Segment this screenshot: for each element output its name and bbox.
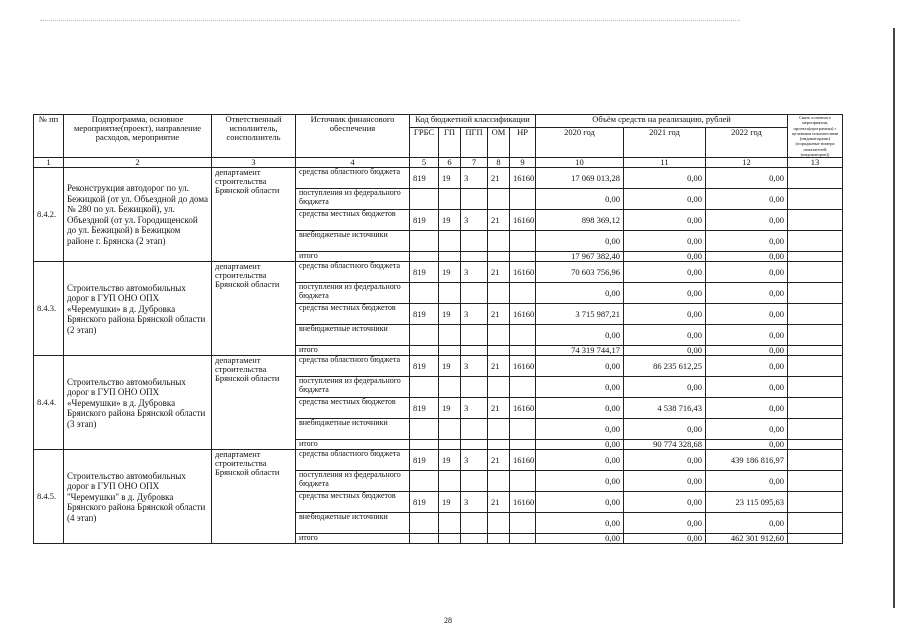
budget-code-cell <box>410 440 439 450</box>
col-num: 6 <box>439 158 461 168</box>
amount-2022: 0,00 <box>706 513 788 534</box>
budget-code-cell: 19 <box>439 168 461 189</box>
header-row-1 <box>34 115 843 128</box>
budget-code-cell: 19 <box>439 450 461 471</box>
budget-code-cell: 3 <box>461 262 488 283</box>
budget-code-cell: 16160 <box>510 262 536 283</box>
budget-code-cell <box>510 513 536 534</box>
header-link: Связь основного мероприятия, проекта(программы) с целевыми показателями (индикаторами) (порядковые номера показателей (индикаторов)) <box>788 115 843 158</box>
amount-2022: 0,00 <box>706 325 788 346</box>
budget-code-cell: 819 <box>410 304 439 325</box>
funding-source: поступления из федерального бюджета <box>296 377 410 398</box>
budget-code-cell <box>510 231 536 252</box>
budget-code-cell <box>488 377 510 398</box>
budget-code-cell <box>439 325 461 346</box>
budget-code-cell: 21 <box>488 168 510 189</box>
header-code-om: ОМ <box>488 127 510 158</box>
budget-code-cell <box>461 440 488 450</box>
section-name: Строительство автомобильных дорог в ГУП ОНО ОПХ «Черемушки» в д. Дубровка Брянского района Брянской области (2 этап) <box>64 262 212 356</box>
budget-code-cell: 19 <box>439 356 461 377</box>
amount-2021: 0,00 <box>624 419 706 440</box>
col-num: 12 <box>706 158 788 168</box>
budget-code-cell <box>488 325 510 346</box>
amount-2020: 0,00 <box>536 492 624 513</box>
amount-2021: 0,00 <box>624 513 706 534</box>
budget-code-cell <box>461 471 488 492</box>
indicator-link-cell <box>788 325 843 346</box>
indicator-link-cell <box>788 304 843 325</box>
amount-2020: 0,00 <box>536 356 624 377</box>
budget-code-cell: 16160 <box>510 450 536 471</box>
budget-code-cell <box>488 534 510 544</box>
header-year-2021: 2021 год <box>624 127 706 158</box>
budget-code-cell <box>410 283 439 304</box>
budget-code-cell: 819 <box>410 450 439 471</box>
amount-2020: 0,00 <box>536 283 624 304</box>
budget-code-cell <box>510 377 536 398</box>
section-executor: департамент строительства Брянской области <box>212 356 296 450</box>
amount-2020: 0,00 <box>536 189 624 210</box>
budget-code-cell: 16160 <box>510 210 536 231</box>
budget-code-cell: 19 <box>439 492 461 513</box>
funding-source: средства местных бюджетов <box>296 398 410 419</box>
budget-code-cell <box>488 283 510 304</box>
budget-code-cell <box>510 440 536 450</box>
header-code-pgp: ПГП <box>461 127 488 158</box>
indicator-link-cell <box>788 471 843 492</box>
budget-code-cell <box>488 419 510 440</box>
amount-2020: 0,00 <box>536 513 624 534</box>
section-number: 8.4.3. <box>34 262 64 356</box>
budget-code-cell <box>488 440 510 450</box>
amount-2020: 898 369,12 <box>536 210 624 231</box>
amount-2021: 0,00 <box>624 189 706 210</box>
budget-code-cell: 3 <box>461 398 488 419</box>
budget-code-cell <box>410 252 439 262</box>
table-row <box>34 450 843 471</box>
indicator-link-cell <box>788 210 843 231</box>
col-num: 1 <box>34 158 64 168</box>
budget-code-cell <box>410 534 439 544</box>
budget-code-cell <box>461 419 488 440</box>
page-number: 28 <box>444 616 452 625</box>
amount-2020: 74 319 744,17 <box>536 346 624 356</box>
amount-2021: 86 235 612,25 <box>624 356 706 377</box>
amount-2022: 0,00 <box>706 346 788 356</box>
section-executor: департамент строительства Брянской области <box>212 262 296 356</box>
amount-2022: 0,00 <box>706 168 788 189</box>
budget-code-cell: 3 <box>461 450 488 471</box>
indicator-link-cell <box>788 231 843 252</box>
budget-code-cell: 21 <box>488 262 510 283</box>
indicator-link-cell <box>788 356 843 377</box>
budget-code-cell <box>488 231 510 252</box>
budget-code-cell <box>461 346 488 356</box>
header-program: Подпрограмма, основное мероприятие(проект), направление расходов, мероприятие <box>64 115 212 158</box>
amount-2022: 0,00 <box>706 262 788 283</box>
header-volume: Объём средств на реализацию, рублей <box>536 115 788 128</box>
amount-2022: 0,00 <box>706 231 788 252</box>
budget-code-cell: 3 <box>461 492 488 513</box>
budget-code-cell <box>461 377 488 398</box>
indicator-link-cell <box>788 377 843 398</box>
amount-2021: 0,00 <box>624 325 706 346</box>
amount-2022: 0,00 <box>706 283 788 304</box>
budget-code-cell: 819 <box>410 398 439 419</box>
col-num: 13 <box>788 158 843 168</box>
amount-2021: 0,00 <box>624 377 706 398</box>
funding-source: итого <box>296 252 410 262</box>
budget-code-cell <box>510 283 536 304</box>
amount-2020: 17 967 382,40 <box>536 252 624 262</box>
indicator-link-cell <box>788 398 843 419</box>
budget-code-cell <box>461 325 488 346</box>
header-no: № пп <box>34 115 64 158</box>
column-number-row <box>34 158 843 168</box>
indicator-link-cell <box>788 283 843 304</box>
budget-code-cell <box>439 346 461 356</box>
budget-code-cell <box>461 231 488 252</box>
header-code-grbs: ГРБС <box>410 127 439 158</box>
funding-source: поступления из федерального бюджета <box>296 471 410 492</box>
budget-code-cell <box>488 471 510 492</box>
budget-table <box>33 114 843 544</box>
header-year-2022: 2022 год <box>706 127 788 158</box>
amount-2020: 0,00 <box>536 450 624 471</box>
funding-source: средства областного бюджета <box>296 262 410 283</box>
amount-2021: 0,00 <box>624 252 706 262</box>
funding-source: внебюджетные источники <box>296 419 410 440</box>
indicator-link-cell <box>788 440 843 450</box>
col-num: 3 <box>212 158 296 168</box>
budget-code-cell: 16160 <box>510 356 536 377</box>
budget-code-cell <box>439 377 461 398</box>
section-executor: департамент строительства Брянской области <box>212 450 296 544</box>
scan-artifact-line <box>40 20 740 22</box>
amount-2022: 0,00 <box>706 356 788 377</box>
amount-2022: 23 115 095,63 <box>706 492 788 513</box>
budget-code-cell: 819 <box>410 210 439 231</box>
indicator-link-cell <box>788 262 843 283</box>
amount-2020: 17 069 013,28 <box>536 168 624 189</box>
budget-code-cell: 21 <box>488 450 510 471</box>
section-number: 8.4.4. <box>34 356 64 450</box>
amount-2020: 3 715 987,21 <box>536 304 624 325</box>
section-executor: департамент строительства Брянской области <box>212 168 296 262</box>
budget-code-cell <box>410 513 439 534</box>
amount-2020: 0,00 <box>536 534 624 544</box>
indicator-link-cell <box>788 189 843 210</box>
amount-2021: 0,00 <box>624 450 706 471</box>
budget-code-cell <box>439 252 461 262</box>
funding-source: средства местных бюджетов <box>296 492 410 513</box>
amount-2021: 0,00 <box>624 471 706 492</box>
amount-2022: 0,00 <box>706 252 788 262</box>
amount-2020: 0,00 <box>536 325 624 346</box>
budget-code-cell <box>410 189 439 210</box>
budget-code-cell <box>510 189 536 210</box>
scan-edge-line <box>893 28 895 608</box>
section-name: Строительство автомобильных дорог в ГУП ОНО ОПХ "Черемушки" в д. Дубровка Брянского района Брянской области (4 этап) <box>64 450 212 544</box>
col-num: 10 <box>536 158 624 168</box>
table-row <box>34 262 843 283</box>
budget-code-cell: 21 <box>488 398 510 419</box>
amount-2022: 462 301 912,60 <box>706 534 788 544</box>
amount-2021: 0,00 <box>624 346 706 356</box>
budget-code-cell: 19 <box>439 210 461 231</box>
budget-code-cell <box>439 419 461 440</box>
indicator-link-cell <box>788 450 843 471</box>
budget-code-cell: 21 <box>488 210 510 231</box>
section-name: Строительство автомобильных дорог в ГУП ОНО ОПХ «Черемушки» в д. Дубровка Брянского района Брянской области (3 этап) <box>64 356 212 450</box>
amount-2022: 0,00 <box>706 440 788 450</box>
funding-source: поступления из федерального бюджета <box>296 189 410 210</box>
budget-code-cell: 16160 <box>510 168 536 189</box>
amount-2021: 0,00 <box>624 304 706 325</box>
amount-2021: 0,00 <box>624 210 706 231</box>
funding-source: внебюджетные источники <box>296 513 410 534</box>
budget-code-cell <box>510 325 536 346</box>
funding-source: итого <box>296 534 410 544</box>
amount-2021: 0,00 <box>624 262 706 283</box>
indicator-link-cell <box>788 168 843 189</box>
amount-2020: 0,00 <box>536 419 624 440</box>
budget-code-cell: 3 <box>461 168 488 189</box>
col-num: 8 <box>488 158 510 168</box>
budget-code-cell <box>439 189 461 210</box>
budget-code-cell <box>410 377 439 398</box>
funding-source: средства областного бюджета <box>296 356 410 377</box>
budget-code-cell <box>461 252 488 262</box>
amount-2020: 0,00 <box>536 398 624 419</box>
amount-2021: 0,00 <box>624 534 706 544</box>
amount-2021: 4 538 716,43 <box>624 398 706 419</box>
indicator-link-cell <box>788 346 843 356</box>
budget-code-cell <box>510 346 536 356</box>
budget-code-cell <box>410 471 439 492</box>
budget-code-cell <box>488 346 510 356</box>
amount-2022: 0,00 <box>706 377 788 398</box>
budget-code-cell <box>439 440 461 450</box>
budget-code-cell <box>510 534 536 544</box>
amount-2021: 0,00 <box>624 231 706 252</box>
amount-2022: 0,00 <box>706 471 788 492</box>
funding-source: средства областного бюджета <box>296 168 410 189</box>
budget-code-cell: 21 <box>488 492 510 513</box>
budget-code-cell <box>461 513 488 534</box>
budget-code-cell <box>439 283 461 304</box>
amount-2020: 70 603 756,96 <box>536 262 624 283</box>
budget-code-cell <box>410 325 439 346</box>
amount-2021: 0,00 <box>624 168 706 189</box>
amount-2020: 0,00 <box>536 231 624 252</box>
amount-2022: 0,00 <box>706 304 788 325</box>
budget-code-cell <box>439 513 461 534</box>
budget-code-cell: 819 <box>410 262 439 283</box>
funding-source: внебюджетные источники <box>296 231 410 252</box>
budget-code-cell <box>439 534 461 544</box>
budget-code-cell: 819 <box>410 492 439 513</box>
section-name: Реконструкция автодорог по ул. Бежицкой (от ул. Объездной до дома № 280 по ул. Бежицкой), ул. Объездной (от ул. Городищенской до ул. Бежицкой) в Бежицком районе г. Брянска (2 этап) <box>64 168 212 262</box>
budget-code-cell <box>461 189 488 210</box>
indicator-link-cell <box>788 419 843 440</box>
amount-2020: 0,00 <box>536 440 624 450</box>
budget-code-cell <box>488 189 510 210</box>
amount-2022: 439 186 816,97 <box>706 450 788 471</box>
table-row <box>34 356 843 377</box>
amount-2020: 0,00 <box>536 377 624 398</box>
budget-code-cell: 3 <box>461 304 488 325</box>
budget-code-cell <box>510 471 536 492</box>
indicator-link-cell <box>788 252 843 262</box>
budget-code-cell: 819 <box>410 356 439 377</box>
budget-code-cell: 16160 <box>510 492 536 513</box>
amount-2021: 90 774 328,68 <box>624 440 706 450</box>
budget-code-cell: 21 <box>488 304 510 325</box>
amount-2022: 0,00 <box>706 189 788 210</box>
budget-code-cell <box>461 534 488 544</box>
budget-code-cell <box>439 471 461 492</box>
funding-source: средства местных бюджетов <box>296 304 410 325</box>
indicator-link-cell <box>788 513 843 534</box>
col-num: 7 <box>461 158 488 168</box>
budget-code-cell: 819 <box>410 168 439 189</box>
col-num: 9 <box>510 158 536 168</box>
funding-source: средства областного бюджета <box>296 450 410 471</box>
section-number: 8.4.5. <box>34 450 64 544</box>
funding-source: итого <box>296 440 410 450</box>
amount-2022: 0,00 <box>706 398 788 419</box>
budget-code-cell <box>461 283 488 304</box>
header-year-2020: 2020 год <box>536 127 624 158</box>
amount-2021: 0,00 <box>624 492 706 513</box>
amount-2021: 0,00 <box>624 283 706 304</box>
budget-code-cell <box>410 419 439 440</box>
budget-code-cell: 19 <box>439 262 461 283</box>
table-row <box>34 168 843 189</box>
header-executor: Ответственный исполнитель, соисполнитель <box>212 115 296 158</box>
header-code-nr: НР <box>510 127 536 158</box>
budget-code-cell <box>410 346 439 356</box>
budget-code-cell: 3 <box>461 210 488 231</box>
header-code-gp: ГП <box>439 127 461 158</box>
funding-source: поступления из федерального бюджета <box>296 283 410 304</box>
budget-code-cell: 21 <box>488 356 510 377</box>
funding-source: средства местных бюджетов <box>296 210 410 231</box>
budget-code-cell <box>488 252 510 262</box>
col-num: 2 <box>64 158 212 168</box>
funding-source: итого <box>296 346 410 356</box>
budget-code-cell <box>410 231 439 252</box>
budget-code-cell: 19 <box>439 398 461 419</box>
amount-2020: 0,00 <box>536 471 624 492</box>
header-budget-code: Код бюджетной классификации <box>410 115 536 128</box>
col-num: 11 <box>624 158 706 168</box>
budget-code-cell <box>510 252 536 262</box>
amount-2022: 0,00 <box>706 419 788 440</box>
budget-code-cell <box>510 419 536 440</box>
funding-source: внебюджетные источники <box>296 325 410 346</box>
col-num: 4 <box>296 158 410 168</box>
budget-code-cell: 19 <box>439 304 461 325</box>
indicator-link-cell <box>788 534 843 544</box>
budget-code-cell: 3 <box>461 356 488 377</box>
col-num: 5 <box>410 158 439 168</box>
section-number: 8.4.2. <box>34 168 64 262</box>
amount-2022: 0,00 <box>706 210 788 231</box>
budget-code-cell: 16160 <box>510 304 536 325</box>
budget-code-cell <box>439 231 461 252</box>
budget-code-cell: 16160 <box>510 398 536 419</box>
indicator-link-cell <box>788 492 843 513</box>
header-source: Источник финансового обеспечения <box>296 115 410 158</box>
budget-code-cell <box>488 513 510 534</box>
